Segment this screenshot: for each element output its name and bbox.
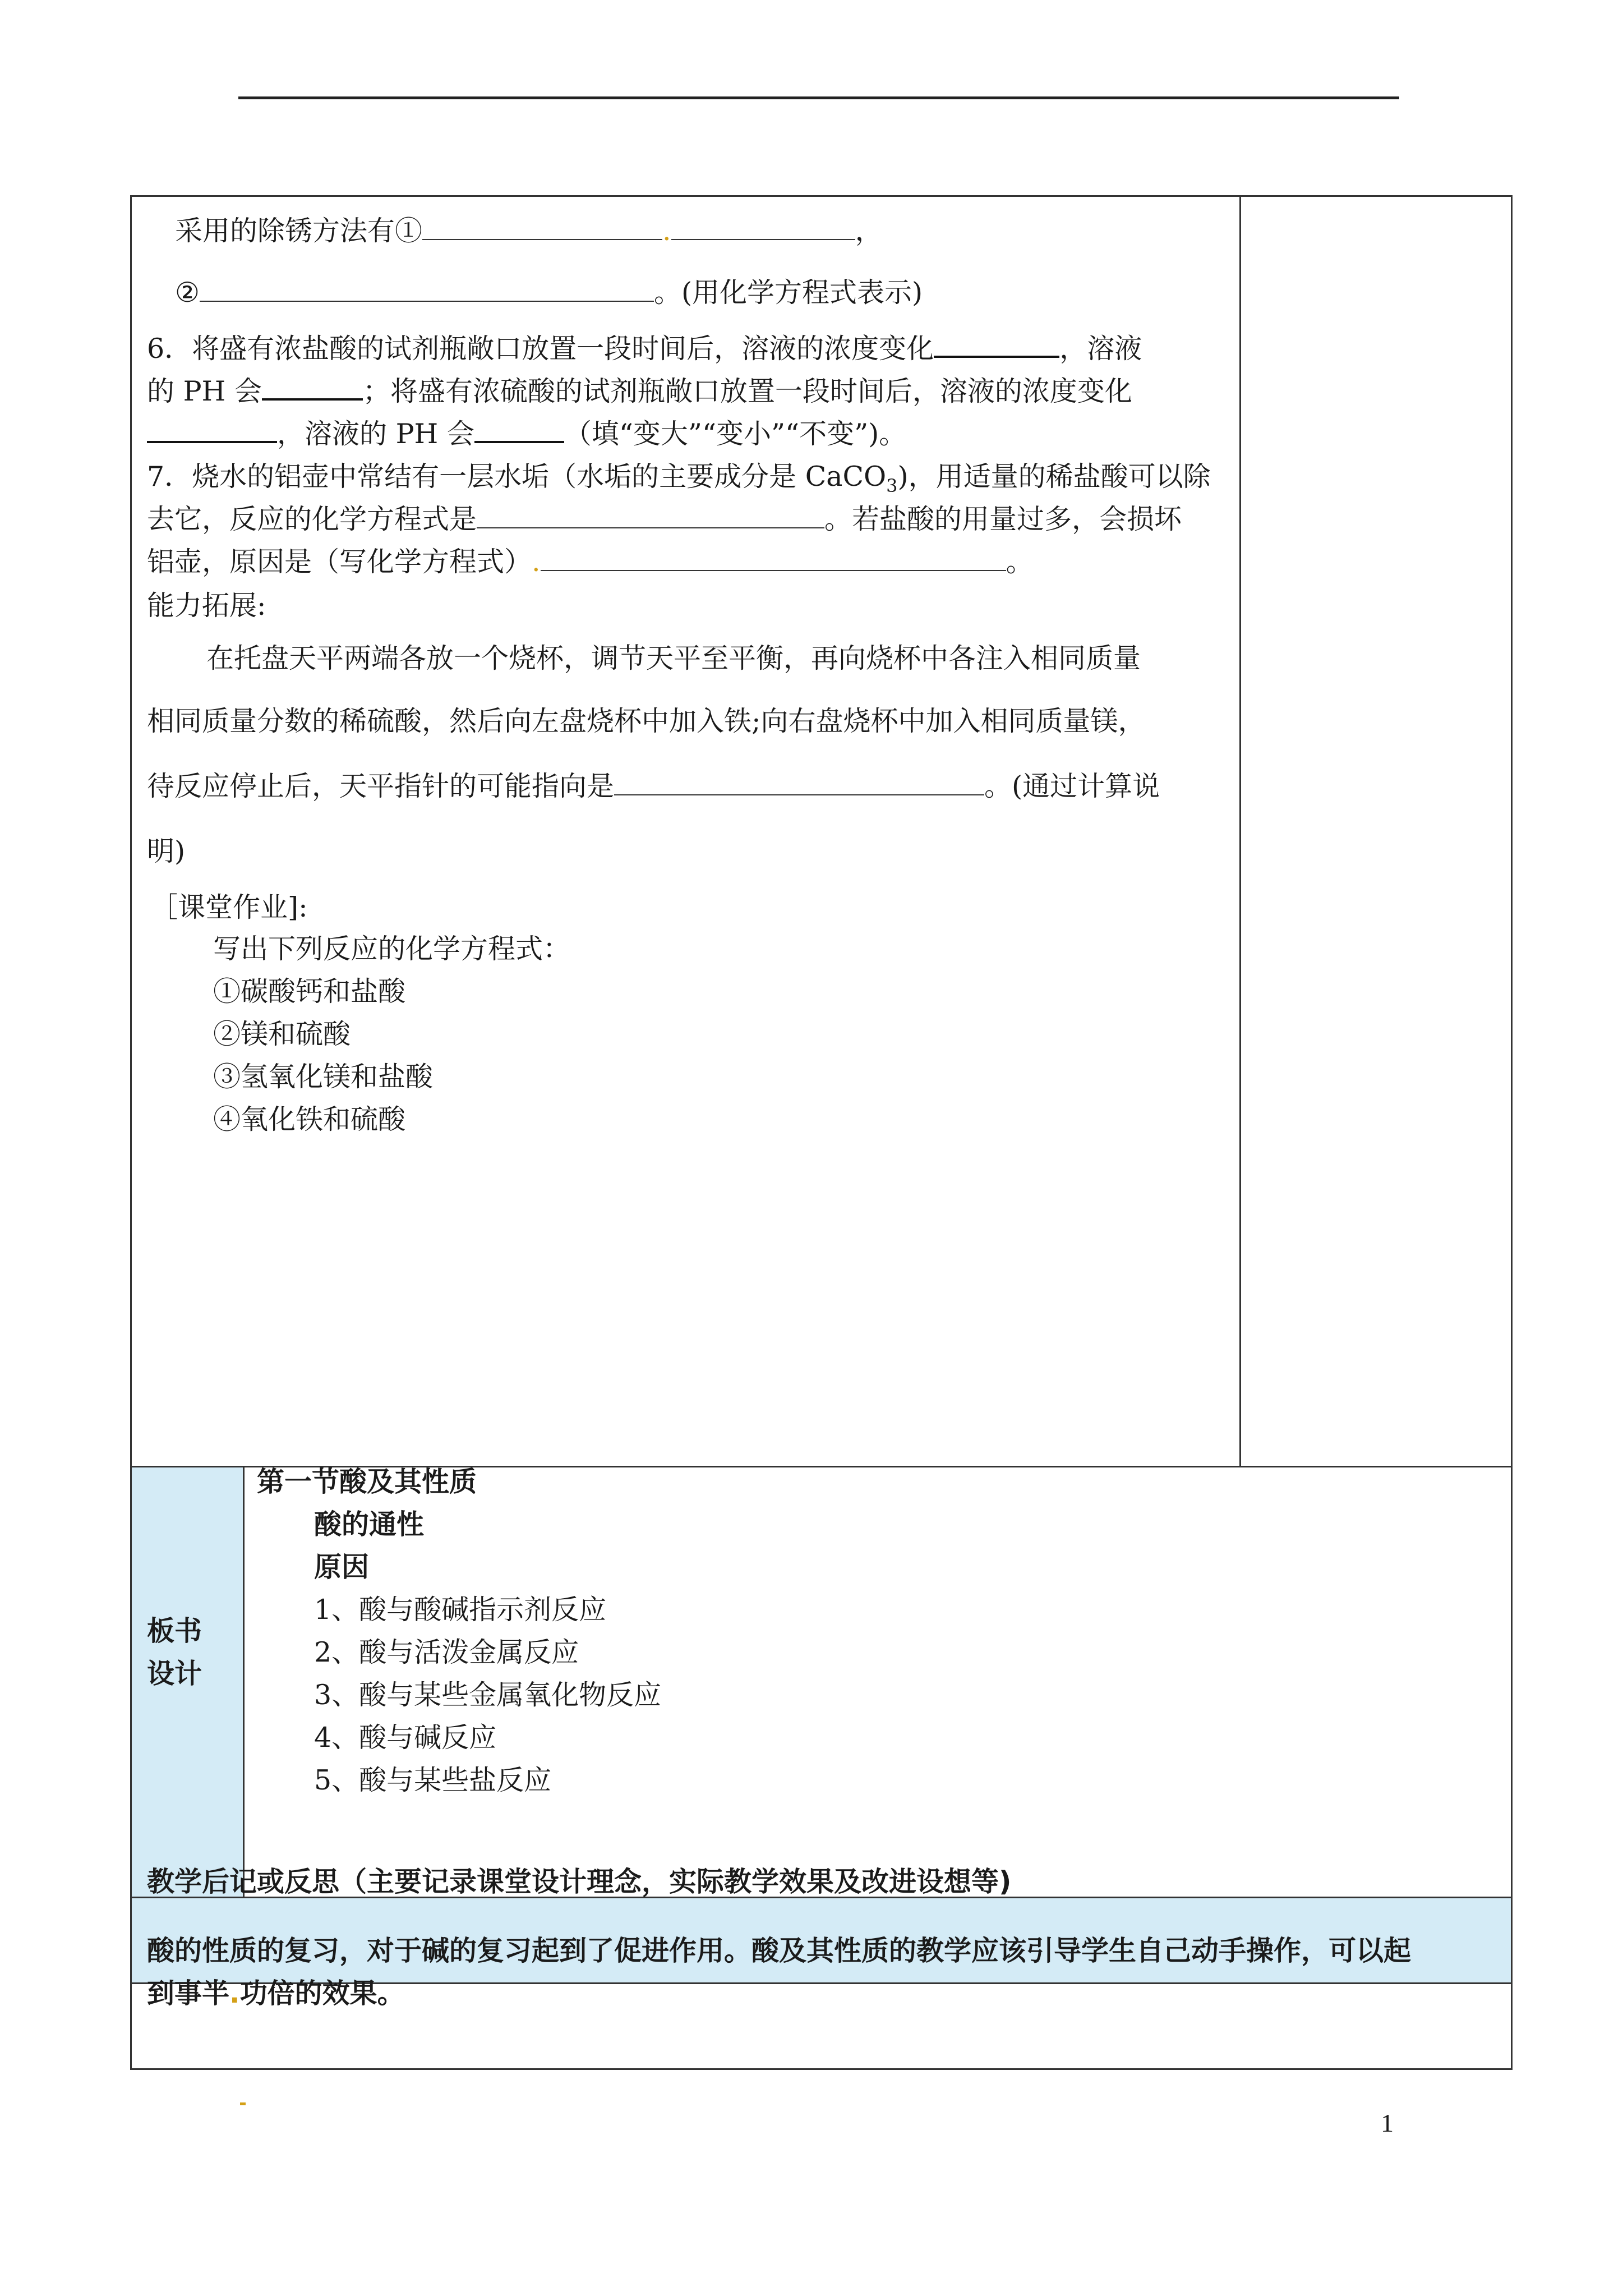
q6-line-2: 的 PH 会 ；将盛有浓硫酸的试剂瓶敞口放置一段时间后，溶液的浓度变化 xyxy=(147,375,1132,407)
blank-derust-method-1a[interactable] xyxy=(422,239,662,240)
page-number: 1 xyxy=(1381,2109,1394,2137)
board-label-divider xyxy=(243,1466,245,1897)
board-title: 第一节酸及其性质 xyxy=(257,1466,477,1498)
stray-dot: . xyxy=(662,215,671,247)
q6-line-1: 6．将盛有浓盐酸的试剂瓶敞口放置一段时间后，溶液的浓度变化 ，溶液 xyxy=(147,333,1142,365)
board-item: 5、酸与某些盐反应 xyxy=(314,1764,552,1796)
homework-intro: 写出下列反应的化学方程式： xyxy=(213,933,571,965)
blank-derust-method-2[interactable] xyxy=(200,301,654,302)
blank-derust-method-1b[interactable] xyxy=(671,239,855,240)
derust-line-2: ② 。(用化学方程式表示) xyxy=(175,277,923,309)
extension-line-2: 相同质量分数的稀硫酸，然后向左盘烧杯中加入铁;向右盘烧杯中加入相同质量镁， xyxy=(147,705,1146,737)
q7-line-2: 去它，反应的化学方程式是 。若盐酸的用量过多，会损坏 xyxy=(147,503,1182,535)
extension-heading: 能力拓展: xyxy=(147,590,266,622)
board-item: 3、酸与某些金属氧化物反应 xyxy=(314,1679,662,1711)
homework-item: ③氢氧化镁和盐酸 xyxy=(213,1061,434,1093)
board-label-line-1: 板书 xyxy=(147,1615,202,1647)
homework-heading: ［课堂作业]: xyxy=(150,891,308,923)
homework-item: ④氧化铁和硫酸 xyxy=(213,1103,406,1135)
q7-line-1: 7．烧水的铝壶中常结有一层水垢（水垢的主要成分是 CaCO$_3$)，用适量的稀盐酸可以除 xyxy=(147,461,1211,496)
stray-dot: . xyxy=(229,1977,240,2009)
extension-line-1: 在托盘天平两端各放一个烧杯，调节天平至平衡，再向烧杯中各注入相同质量 xyxy=(206,642,1141,674)
blank-q7-reason-equation[interactable] xyxy=(541,570,1006,571)
reflection-heading: 教学后记或反思（主要记录课堂设计理念，实际教学效果及改进设想等) xyxy=(147,1866,1012,1898)
board-item: 2、酸与活泼金属反应 xyxy=(314,1636,579,1668)
board-item: 4、酸与碱反应 xyxy=(314,1722,497,1754)
extension-line-4: 明) xyxy=(147,835,186,867)
derust-line-1: 采用的除锈方法有① . ， xyxy=(175,215,883,247)
q6-line-3: ，溶液的 PH 会 （填“变大”“变小”“不变”)。 xyxy=(147,417,906,451)
blank-q6-hcl-concentration[interactable] xyxy=(934,356,1059,358)
reflection-text-line-2: 到事半.功倍的效果。 xyxy=(147,1977,405,2009)
board-subtitle-1: 酸的通性 xyxy=(314,1508,425,1540)
stray-dot: . xyxy=(532,546,541,578)
homework-item: ②镁和硫酸 xyxy=(213,1018,351,1050)
q7-line-3: 铝壶，原因是（写化学方程式）. 。 xyxy=(147,546,1034,578)
board-item: 1、酸与酸碱指示剂反应 xyxy=(314,1594,607,1626)
board-label-line-2: 设计 xyxy=(147,1658,202,1690)
board-subtitle-2: 原因 xyxy=(314,1551,370,1583)
reflection-text-line-1: 酸的性质的复习，对于碱的复习起到了促进作用。酸及其性质的教学应该引导学生自己动手操作，可以起 xyxy=(147,1935,1412,1967)
blank-q6-h2so4-concentration[interactable] xyxy=(147,441,277,443)
blank-q6-hcl-ph[interactable] xyxy=(262,398,363,401)
extension-line-3: 待反应停止后，天平指针的可能指向是 。(通过计算说 xyxy=(147,770,1160,802)
header-rule xyxy=(238,96,1399,99)
blank-q7-equation[interactable] xyxy=(477,527,824,528)
homework-item: ①碳酸钙和盐酸 xyxy=(213,976,406,1007)
stray-mark xyxy=(240,2102,246,2105)
blank-q6-h2so4-ph[interactable] xyxy=(474,441,564,443)
blank-balance-direction[interactable] xyxy=(614,794,984,795)
notes-column-divider xyxy=(1239,197,1241,1466)
